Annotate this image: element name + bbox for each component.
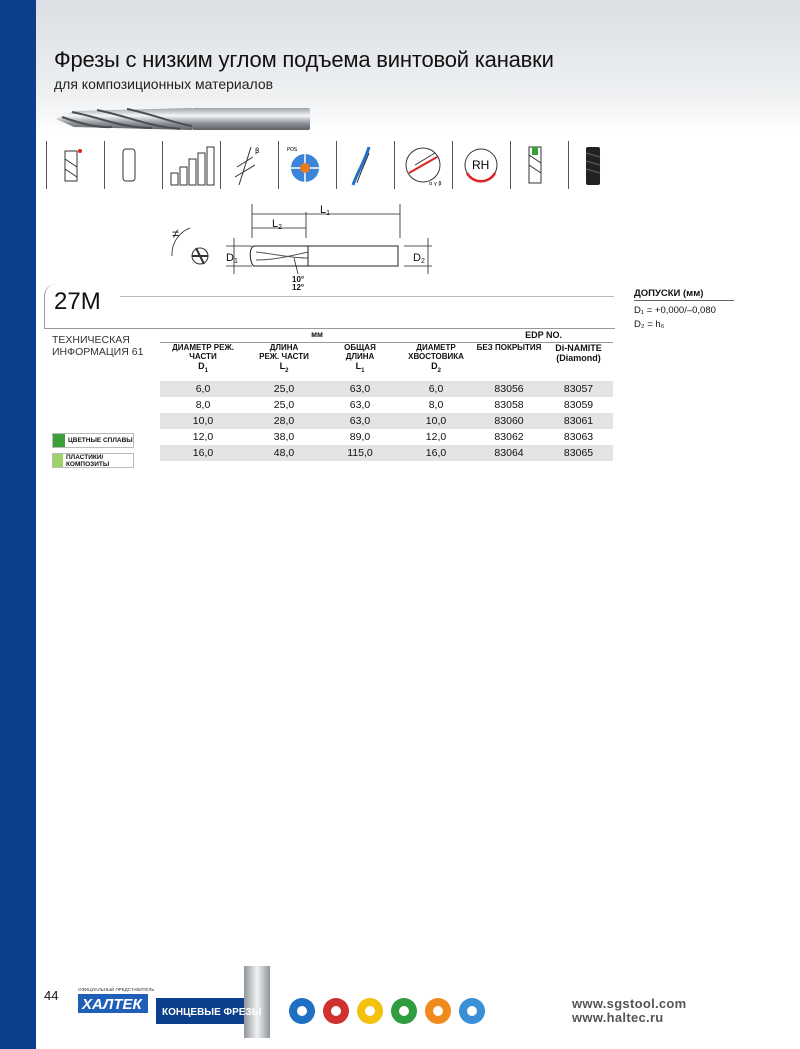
page-number: 44	[44, 988, 59, 1003]
d2-label: D2	[413, 252, 425, 265]
col-header-uncoated: БЕЗ ПОКРЫТИЯ	[476, 343, 542, 352]
tool-photo	[52, 104, 314, 134]
footer-url-haltec[interactable]: www.haltec.ru	[572, 1010, 664, 1025]
material-tag-plastics: ПЛАСТИКИ/КОМПОЗИТЫ	[52, 453, 134, 468]
footer-shank-graphic	[244, 966, 270, 1038]
divider	[120, 296, 614, 297]
table-row: 8,0 25,0 63,0 8,0 83058 83059	[195, 398, 594, 411]
tech-info-line1: ТЕХНИЧЕСКАЯ	[52, 334, 130, 346]
coating-pos-icon	[278, 141, 327, 189]
l2-label: L2	[272, 218, 283, 231]
footer-logo-block	[76, 966, 276, 1038]
l1-label: L1	[320, 204, 331, 217]
tool-drawing	[160, 198, 450, 290]
page-subtitle: для композиционных материалов	[54, 76, 274, 92]
col-header-l2: ДЛИНА РЕЖ. ЧАСТИ $L_2$	[259, 343, 309, 374]
page-title: Фрезы с низким углом подъема винтовой канавки	[54, 47, 554, 72]
table-row: 12,0 38,0 89,0 12,0 83062 83063	[192, 430, 594, 443]
end-mill-type-icon	[46, 141, 95, 189]
table-row: 16,0 48,0 115,0 16,0 83064 83065	[160, 445, 613, 461]
col-header-d1: ДИАМЕТР РЕЖ. ЧАСТИ $D_1$	[172, 343, 234, 374]
material-swatch	[53, 454, 63, 467]
col-header-dinamite: Di-NAMITE (Diamond)	[555, 343, 602, 363]
divider	[634, 300, 734, 301]
length-series-icon	[162, 141, 211, 189]
helix-angle-icon	[220, 141, 269, 189]
col-header-d2: ДИАМЕТР ХВОСТОВИКА $D_2$	[408, 343, 464, 374]
svg-text:POS: POS	[287, 147, 298, 153]
table-row: 6,0 25,0 63,0 6,0 83056 83057	[160, 381, 613, 397]
rh-rotation-icon	[452, 141, 501, 189]
svg-text:ХАЛТЕК: ХАЛТЕК	[82, 996, 142, 1013]
col-header-l1: ОБЩАЯ ДЛИНА $L_1$	[344, 343, 376, 374]
footer-material-icons	[286, 996, 516, 1026]
drill-point-icon	[510, 141, 559, 189]
footer-url-sgstool[interactable]: www.sgstool.com	[572, 996, 687, 1011]
table-header	[160, 343, 613, 381]
svg-text:КОНЦЕВЫЕ ФРЕЗЫ: КОНЦЕВЫЕ ФРЕЗЫ	[162, 1007, 262, 1018]
tolerance-d1: D₁ = +0,000/–0,080	[634, 305, 716, 316]
roughing-cutter-icon	[568, 141, 617, 189]
rep-label: ОФИЦИАЛЬНЫЙ ПРЕДСТАВИТЕЛЬ	[78, 987, 155, 992]
spec-table	[160, 328, 613, 461]
material-tag-nonferrous: ЦВЕТНЫЕ СПЛАВЫ	[52, 433, 134, 448]
material-swatch	[53, 434, 65, 447]
d1-label: D1	[226, 252, 238, 265]
svg-text:≠: ≠	[172, 226, 180, 241]
table-row: 10,0 28,0 63,0 10,0 83060 83061	[160, 413, 613, 429]
table-group-header	[160, 328, 613, 343]
product-code-frame	[44, 284, 615, 329]
shank-icon	[104, 141, 153, 189]
svg-text:12°: 12°	[292, 283, 305, 290]
rake-angle-icon	[394, 141, 443, 189]
flute-icon	[336, 141, 385, 189]
svg-text:β: β	[255, 147, 260, 155]
svg-text:α γ β: α γ β	[429, 181, 442, 187]
tech-info-ref	[52, 334, 152, 358]
sidebar-stripe	[0, 0, 36, 1049]
svg-text:RH: RH	[472, 158, 490, 172]
product-code: 27M	[54, 288, 101, 315]
feature-icon-row	[46, 141, 626, 189]
tech-info-line2: ИНФОРМАЦИЯ 61	[52, 346, 144, 358]
svg-text:10°: 10°	[292, 275, 305, 284]
tolerance-d2: D₂ = h₆	[634, 319, 665, 330]
group-mm: мм	[160, 328, 474, 343]
group-edp: EDP NO.	[474, 328, 613, 343]
tolerances-title: ДОПУСКИ (мм)	[634, 288, 704, 299]
